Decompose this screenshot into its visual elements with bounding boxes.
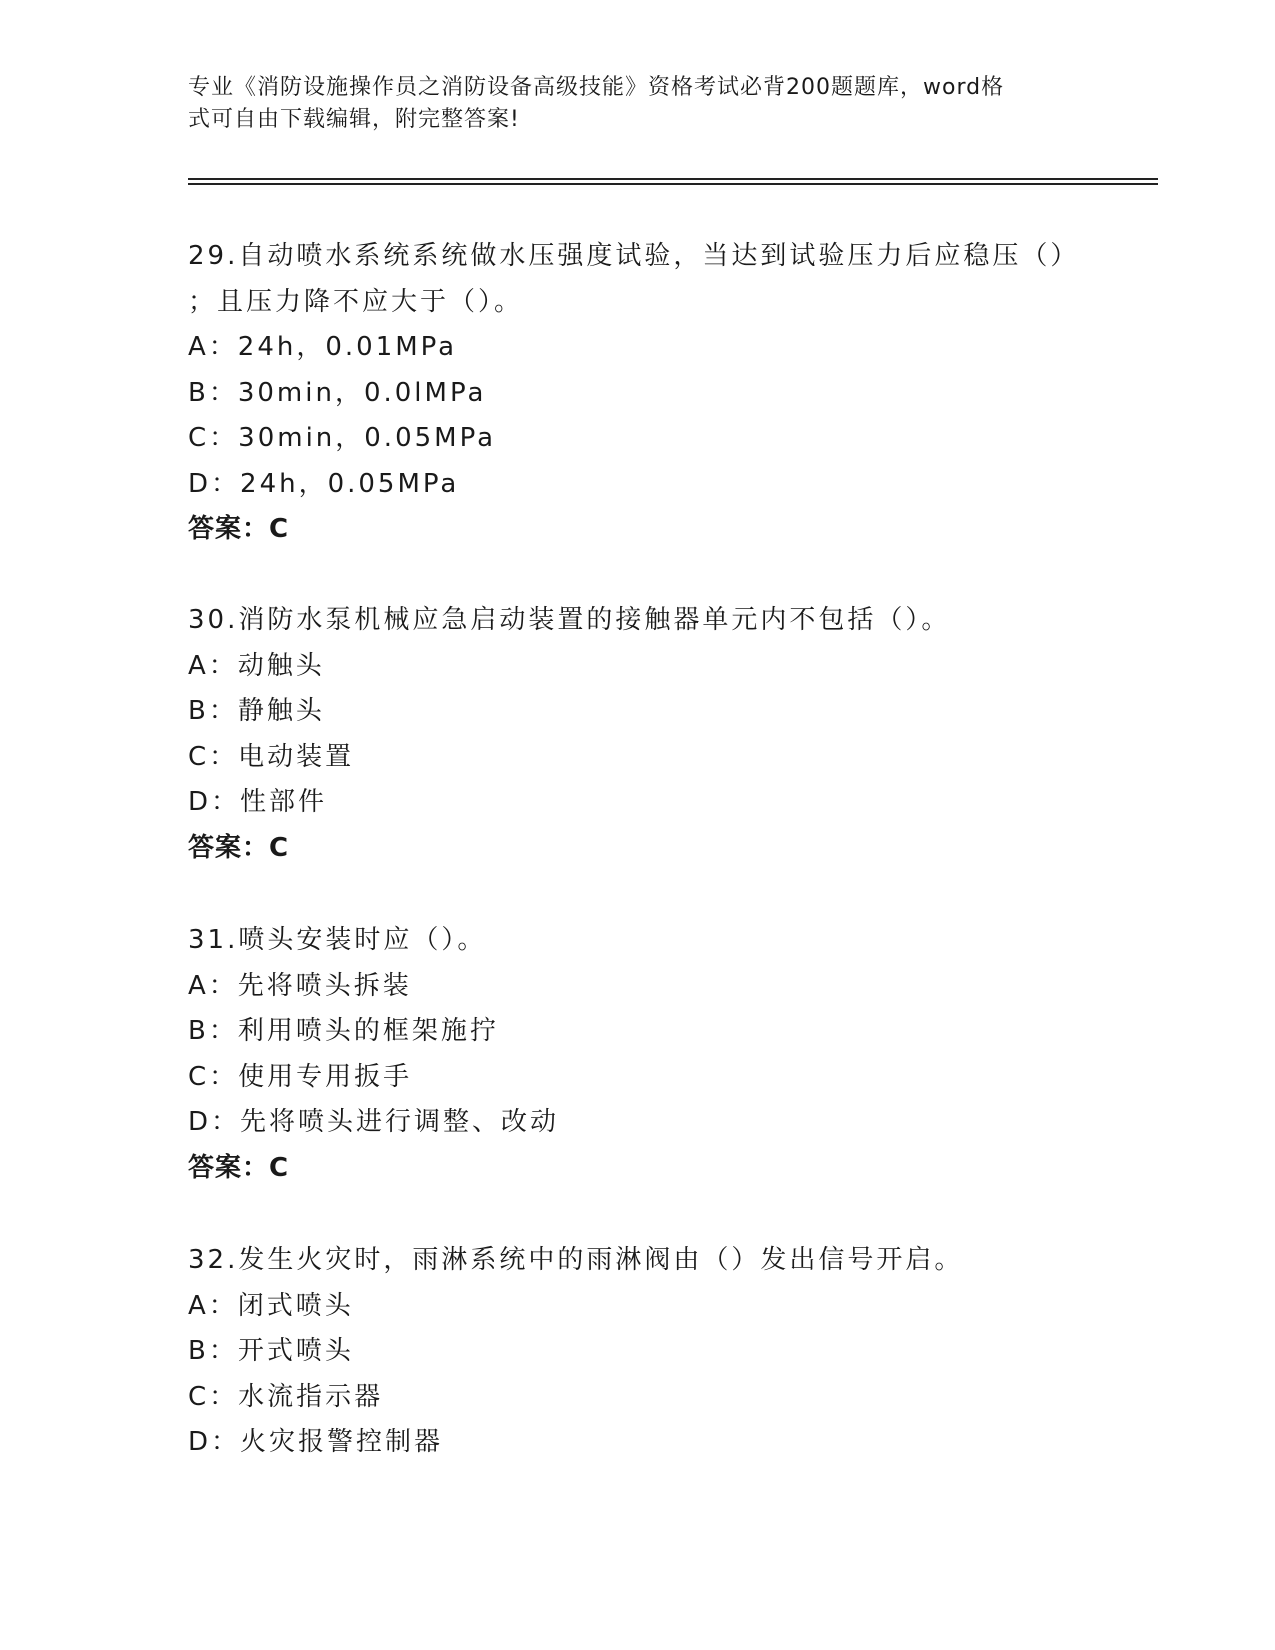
option-a: A：闭式喷头: [188, 1290, 354, 1321]
option-c: C：30min，0.05MPa: [188, 423, 497, 453]
option-b: B：开式喷头: [188, 1336, 354, 1366]
question-31: [188, 918, 1088, 1191]
answer: 答案：C: [188, 1152, 290, 1183]
option-d: D：先将喷头进行调整、改动: [188, 1107, 560, 1137]
answer: 答案：C: [188, 514, 290, 544]
option-b: B：30min，0.0lMPa: [188, 377, 487, 408]
option-a: A：24h，0.01MPa: [188, 332, 458, 362]
option-d: D：火灾报警控制器: [188, 1427, 444, 1457]
option-d: D：24h，0.05MPa: [188, 468, 460, 499]
question-30: [188, 598, 1088, 871]
question-stem: 30.消防水泵机械应急启动装置的接触器单元内不包括（）。: [188, 605, 951, 635]
header-divider-top: [188, 178, 1158, 180]
question-29: [188, 234, 1088, 553]
option-a: A：先将喷头拆装: [188, 970, 412, 1001]
question-stem: 31.喷头安装时应（）。: [188, 925, 487, 955]
option-a: A：动触头: [188, 650, 325, 681]
answer: 答案：C: [188, 832, 290, 863]
header-line-1: 专业《消防设施操作员之消防设备高级技能》资格考试必背200题题库，word格: [188, 75, 1005, 100]
header-divider-bottom: [188, 183, 1158, 185]
option-c: C：电动装置: [188, 741, 355, 772]
option-b: B：利用喷头的框架施拧: [188, 1016, 499, 1046]
question-stem-continued: ；且压力降不应大于（）。: [188, 286, 524, 317]
header-line-2: 式可自由下载编辑，附完整答案!: [188, 107, 520, 132]
question-32: [188, 1238, 1088, 1466]
option-d: D：性部件: [188, 787, 328, 817]
option-c: C：水流指示器: [188, 1381, 384, 1412]
document-header: [188, 72, 1088, 136]
option-b: B：静触头: [188, 696, 325, 726]
option-c: C：使用专用扳手: [188, 1061, 413, 1092]
question-stem: 29.自动喷水系统系统做水压强度试验，当达到试验压力后应稳压（）: [188, 241, 1080, 271]
question-stem: 32.发生火灾时，雨淋系统中的雨淋阀由（）发出信号开启。: [188, 1245, 964, 1275]
